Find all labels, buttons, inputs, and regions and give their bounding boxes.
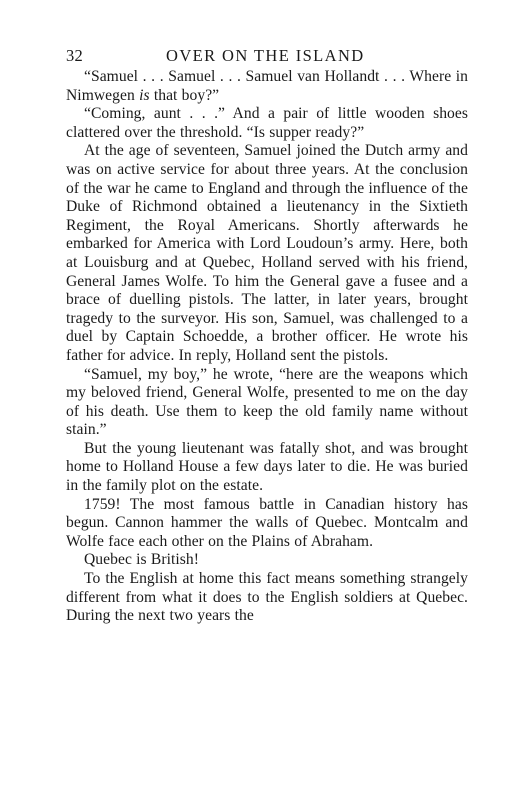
running-head: OVER ON THE ISLAND xyxy=(166,46,365,65)
paragraph-letter-quote: “Samuel, my boy,” he wrote, “here are the weapons which my beloved friend, General Wolfe, presented to me on the day of his death. Use them to keep the old family name without stain.” xyxy=(66,365,468,439)
paragraph-son-death: But the young lieutenant was fatally shot, and was brought home to Holland House a few days later to die. He was buried in the family plot on the estate. xyxy=(66,439,468,495)
paragraph-dialogue-call xyxy=(66,68,468,105)
body-text xyxy=(66,68,468,626)
paragraph-dialogue-reply: “Coming, aunt . . .” And a pair of little wooden shoes clattered over the threshold. “Is supper ready?” xyxy=(66,105,468,141)
dialogue-call-text: “Samuel . . . Samuel . . . Samuel van Hollandt . . . Where in Nimwegen xyxy=(66,68,468,104)
page-header xyxy=(66,46,468,66)
paragraph-english-view: To the English at home this fact means something strangely different from what it does to the English soldiers at Quebec. During the next two years the xyxy=(66,570,468,625)
page-number: 32 xyxy=(66,46,83,65)
dialogue-call-end: that boy?” xyxy=(149,86,220,104)
paragraph-1759-battle: 1759! The most famous battle in Canadian history has begun. Cannon hammer the walls of Quebec. Montcalm and Wolfe face each other on the Plains of Abraham. xyxy=(66,495,468,550)
emphasis-is: is xyxy=(139,86,150,104)
paragraph-quebec-british: Quebec is British! xyxy=(84,551,199,569)
paragraph-military-career: At the age of seventeen, Samuel joined the Dutch army and was on active service for about three years. At the conclusion of the war he came to England and through the influence of the Duke of Richmond obtained a lieutenancy in the Sixtieth Regiment, the Royal Americans. Shortly afterwards he embarked for America with Lord Loudoun’s army. Here, both at Louisburg and at Quebec, Holland served with his friend, General James Wolfe. To him the General gave a fusee and a brace of duelling pistols. The latter, in later years, brought tragedy to the surveyor. His son, Samuel, was challenged to a duel by Captain Schoedde, a brother officer. He wrote his father for advice. In reply, Holland sent the pistols. xyxy=(66,142,468,364)
